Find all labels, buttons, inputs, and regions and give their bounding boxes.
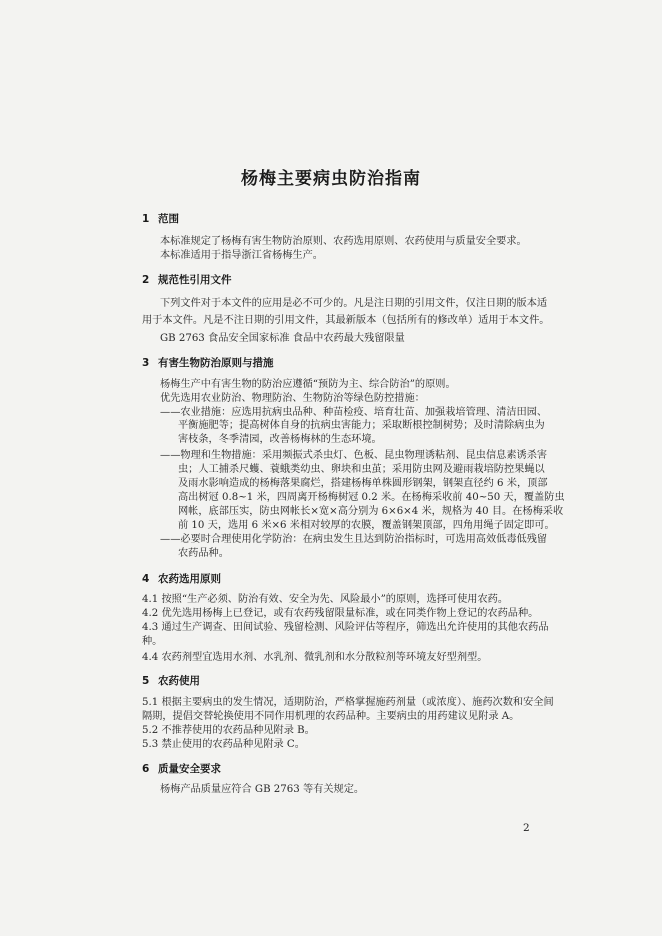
- section-title: 农药使用: [158, 675, 200, 687]
- section-number: 3: [142, 357, 150, 369]
- paragraph-line: 本标准规定了杨梅有害生物防治原则、农药选用原则、农药使用与质量安全要求。: [160, 236, 527, 247]
- reference-line: GB 2763 食品安全国家标准 食品中农药最大残留限量: [160, 333, 405, 344]
- section-6-heading: [142, 761, 221, 776]
- section-title: 质量安全要求: [158, 763, 221, 775]
- list-item-line: 及雨水影响造成的杨梅落果腐烂，搭建杨梅单株圆形钢架，钢架直径约 6 米，顶部: [178, 478, 548, 489]
- clause-line: 5.2 不推荐使用的农药品种见附录 B。: [142, 725, 315, 736]
- clause-line: 5.1 根据主要病虫的发生情况，适期防治，严格掌握施药剂量（或浓度）、施药次数和安全间: [142, 697, 554, 708]
- list-item-line: ——农业措施：应选用抗病虫品种、种苗检疫、培育壮苗、加强栽培管理、清洁田园、: [160, 407, 548, 418]
- clause-line: 种。: [142, 636, 163, 647]
- list-item-line: 害枝条，冬季清园，改善杨梅林的生态环境。: [178, 434, 382, 445]
- list-item-line: ——物理和生物措施：采用频振式杀虫灯、色板、昆虫物理诱粘剂、昆虫信息素诱杀害: [160, 450, 548, 461]
- list-item-line: 前 10 天，选用 6 米×6 米相对较厚的农膜，覆盖钢架顶部，四角用绳子固定即可。: [178, 520, 555, 531]
- list-item-line: 平衡施肥等；提高树体自身的抗病虫害能力；采取断根控制树势；及时清除病虫为: [178, 420, 545, 431]
- section-number: 1: [142, 213, 150, 225]
- paragraph-line: 优先选用农业防治、物理防治、生物防治等绿色防控措施：: [160, 393, 425, 404]
- list-item-line: 虫；人工捕杀尺蠖、蓑蛾类幼虫、卵块和虫茧；采用防虫网及避雨栽培防控果蝇以: [178, 464, 545, 475]
- clause-line: 4.1 按照“生产必须、防治有效、安全为先、风险最小”的原则，选择可使用农药。: [142, 594, 509, 605]
- clause-line: 5.3 禁止使用的农药品种见附录 C。: [142, 739, 305, 750]
- section-3-heading: [142, 355, 274, 370]
- section-number: 5: [142, 675, 150, 687]
- section-2-heading: [142, 272, 232, 287]
- clause-line: 4.4 农药剂型宜选用水剂、水乳剂、微乳剂和水分散粒剂等环境友好型剂型。: [142, 652, 488, 663]
- section-title: 有害生物防治原则与措施: [158, 357, 274, 369]
- section-title: 范围: [158, 213, 179, 225]
- paragraph-line: 下列文件对于本文件的应用是必不可少的。凡是注日期的引用文件，仅注日期的版本适: [160, 298, 548, 309]
- section-4-heading: [142, 571, 221, 586]
- section-title: 规范性引用文件: [158, 274, 232, 286]
- clause-line: 4.2 优先选用杨梅上已登记，或有农药残留限量标准，或在同类作物上登记的农药品种。: [142, 608, 539, 619]
- paragraph-line: 杨梅产品质量应符合 GB 2763 等有关规定。: [160, 784, 365, 795]
- list-item-line: 高出树冠 0.8~1 米，四周离开杨梅树冠 0.2 米。在杨梅采收前 40~50 天，覆盖防虫: [178, 492, 565, 503]
- section-title: 农药选用原则: [158, 573, 221, 585]
- section-number: 4: [142, 573, 150, 585]
- section-5-heading: [142, 673, 200, 688]
- list-item-line: 网帐，底部压实，防虫网帐长×宽×高分别为 6×6×4 米，规格为 40 目。在杨梅采收: [178, 506, 564, 517]
- paragraph-line: 杨梅生产中有害生物的防治应遵循“预防为主、综合防治”的原则。: [160, 379, 456, 390]
- clause-line: 4.3 通过生产调查、田间试验、残留检测、风险评估等程序，筛选出允许使用的其他农药品: [142, 622, 549, 633]
- section-number: 2: [142, 274, 150, 286]
- page-number: 2: [523, 822, 530, 834]
- section-1-heading: [142, 211, 179, 226]
- section-number: 6: [142, 763, 150, 775]
- document-title: 杨梅主要病虫防治指南: [241, 169, 421, 189]
- clause-line: 隔期，提倡交替轮换使用不同作用机理的农药品种。主要病虫的用药建议见附录 A。: [142, 711, 520, 722]
- paragraph-line: 用于本文件。凡是不注日期的引用文件，其最新版本（包括所有的修改单）适用于本文件。: [142, 315, 550, 326]
- list-item-line: ——必要时合理使用化学防治：在病虫发生且达到防治指标时，可选用高效低毒低残留: [160, 534, 548, 545]
- list-item-line: 农药品种。: [178, 548, 229, 559]
- paragraph-line: 本标准适用于指导浙江省杨梅生产。: [160, 250, 323, 261]
